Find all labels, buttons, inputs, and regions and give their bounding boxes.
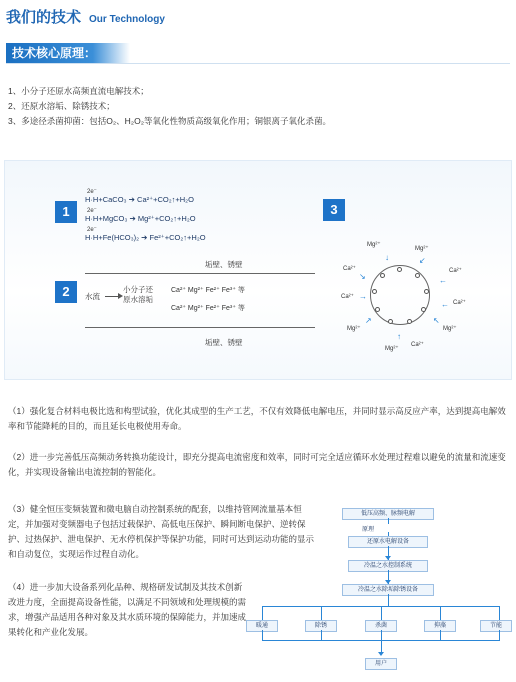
arrow-icon: ← (441, 300, 449, 309)
paragraph-2: （2）进一步完善低压高频动务转换功能设计，即充分提高电流密度和效率，同时可完全适应循环水处理过程难以避免的流量和流速变化，并实现设备输出电流控制的智能化。 (8, 452, 506, 477)
ion-label: Mg²⁺ (385, 346, 399, 352)
paragraph-1: （1）强化复合材料电极比选和构型试验，优化其成型的生产工艺，不仅有效降低电解电压，并同时显示高反应产率，达到提高电解效率和节能降耗的目的，而且延长电极使用寿命。 (8, 406, 506, 431)
arrow-icon: ↖ (433, 316, 440, 325)
ion-dot (421, 307, 426, 312)
ion-label: Ca²⁺ (341, 294, 354, 300)
paragraph-3: （3）健全恒压变频装置和微电脑自动控制系统的配套，以维持管网流量基本恒定，并加强对变频器电子包括过载保护、高低电压保护、瞬间断电保护、逆转保护、过热保护、泄电保护、无水停机保护等保护功能，同时可达到运动功能的显示和自动复位，实现运作过程自动化。 (8, 504, 315, 559)
ion-dot (424, 289, 429, 294)
scale-wall-bottom-label: 垢壁、锈壁 (205, 338, 243, 347)
arrow-icon: ↗ (365, 316, 372, 325)
ion-label: Mg²⁺ (367, 242, 381, 248)
ion-dot (388, 319, 393, 324)
ion-label: Mg²⁺ (415, 246, 429, 252)
paragraph-4: （4）进一步加大设备系列化品种、规格研发试制及其技术创新改进力度，全面提高设备性能，以满足不同领域和处理规模的需求，增强产品适用各种对象及其水质环境的保障能力，并加速成果转化和产业化发展。 (8, 582, 247, 637)
equation: 2e⁻ H·H+MgCO₃ ➔ Mg²⁺+CO₂↑+H₂O (85, 208, 196, 223)
flow-branch: 除锈 (305, 620, 337, 632)
scale-wall-top-label: 垢壁、锈壁 (205, 260, 243, 269)
ion-label: Ca²⁺ (343, 266, 356, 272)
arrow-icon: ↙ (419, 256, 426, 265)
ion-label: Mg²⁺ (347, 326, 361, 332)
ion-label: Ca²⁺ (449, 268, 462, 274)
principle-item: 2、还原水溶垢、除锈技术； (8, 101, 115, 111)
panel-number-3: 3 (323, 199, 345, 221)
ion-dot (397, 267, 402, 272)
principle-item: 1、小分子还原水高频直流电解技术； (8, 86, 149, 96)
flow-branch: 杀菌 (365, 620, 397, 632)
arrow-icon: ↘ (359, 272, 366, 281)
ion-label: Ca²⁺ (411, 342, 424, 348)
flow-node-top: 低压高频、脉频电解 (342, 508, 434, 520)
ion-dot (375, 307, 380, 312)
equation: 2e⁻ H·H+Fe(HCO₃)₂ ➔ Fe²⁺+CO₂↑+H₂O (85, 227, 206, 242)
ion-dot (372, 289, 377, 294)
flow-node-step4: 冷温之水除垢除锈设备 (342, 584, 434, 596)
ions-top-row: Ca²⁺ Mg²⁺ Fe²⁺ Fe³⁺ 等 (171, 287, 245, 294)
page-title (6, 6, 165, 27)
section-heading: 技术核心原理： (6, 43, 130, 63)
page-title-zh: 我们的技术 (6, 9, 82, 26)
ion-label: Mg²⁺ (443, 326, 457, 332)
flow-branch: 暖通 (246, 620, 278, 632)
flow-node-step3: 冷温之水控制系统 (348, 560, 428, 572)
section-divider (6, 63, 510, 64)
ion-dot (407, 319, 412, 324)
water-flow-label: 水流 (85, 292, 100, 301)
flow-branch: 抑藻 (424, 620, 456, 632)
flow-node-step1: 原理 (362, 527, 375, 533)
pipe-cross-section (370, 265, 430, 325)
ion-label: Ca²⁺ (453, 300, 466, 306)
pipe-top-line (85, 273, 315, 274)
reduced-water-label: 小分子还 原水溶垢 (123, 285, 153, 304)
ion-dot (380, 273, 385, 278)
ions-bottom-row: Ca²⁺ Mg²⁺ Fe²⁺ Fe³⁺ 等 (171, 305, 245, 312)
page-title-en: Our Technology (89, 14, 165, 25)
equation: 2e⁻ H·H+CaCO₃ ➔ Ca²⁺+CO₂↑+H₂O (85, 189, 194, 204)
arrow-icon: ↓ (385, 253, 389, 262)
flow-node-user: 用户 (365, 658, 397, 670)
arrow-icon: ← (439, 276, 447, 285)
arrow-icon: → (359, 292, 367, 301)
principles-list (8, 84, 331, 129)
panel-number-2: 2 (55, 281, 77, 303)
ion-dot (415, 273, 420, 278)
panel-number-1: 1 (55, 201, 77, 223)
arrow-icon: ↑ (397, 332, 401, 341)
flow-branch: 节能 (480, 620, 512, 632)
flow-node-step2: 还原水电解设备 (348, 536, 428, 548)
pipe-bottom-line (85, 327, 315, 328)
principle-diagram (4, 160, 512, 380)
flow-arrow (105, 296, 119, 297)
principle-item: 3、多途径杀菌抑菌：包括O₂、H₂O₂等氧化性物质高级氧化作用；铜银离子氧化杀菌。 (8, 116, 331, 126)
